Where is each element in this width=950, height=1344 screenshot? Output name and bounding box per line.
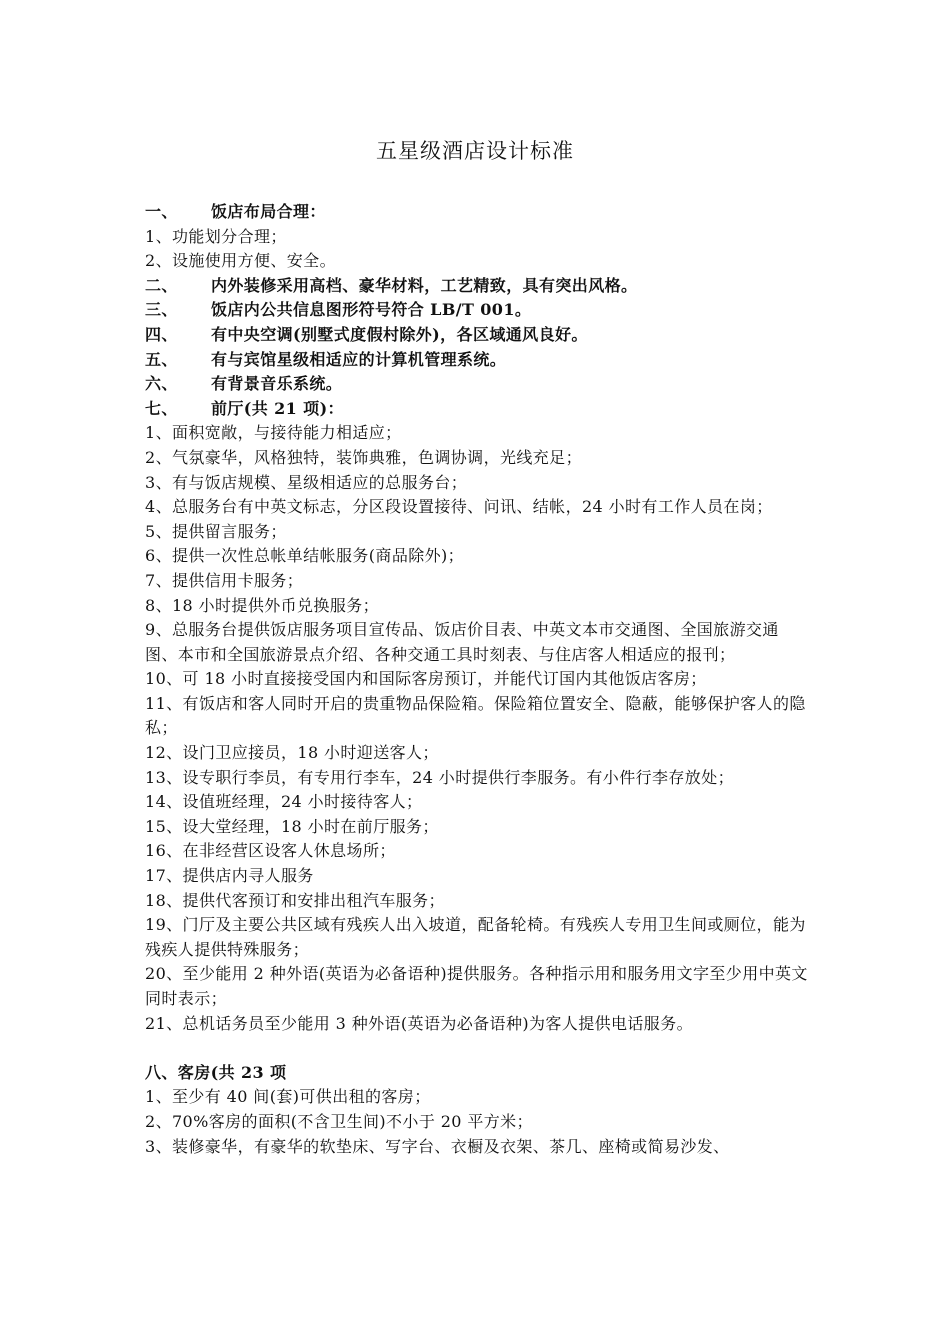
list-item: 17、提供店内寻人服务 [145, 866, 314, 886]
section-heading-2: 二、 内外装修采用高档、豪华材料，工艺精致，具有突出风格。 [145, 275, 638, 295]
list-item: 2、70%客房的面积(不含卫生间)不小于 20 平方米； [145, 1111, 533, 1131]
list-item: 11、有饭店和客人同时开启的贵重物品保险箱。保险箱位置安全、隐蔽，能够保护客人的隐私； [145, 693, 806, 738]
list-item: 2、设施使用方便、安全。 [145, 251, 336, 271]
list-item: 8、18 小时提供外币兑换服务； [145, 595, 380, 615]
list-item: 16、在非经营区设客人休息场所； [145, 841, 396, 861]
list-item: 20、至少能用 2 种外语(英语为必备语种)提供服务。各种指示用和服务用文字至少用中英文同时表示； [145, 964, 808, 1008]
list-item: 1、面积宽敞，与接待能力相适应； [145, 423, 402, 443]
document-title: 五星级酒店设计标准 [376, 139, 574, 163]
section-heading-5: 五、 有与宾馆星级相适应的计算机管理系统。 [145, 349, 507, 369]
list-item: 4、总服务台有中英文标志，分区段设置接待、问讯、结帐，24 小时有工作人员在岗； [145, 497, 773, 517]
list-item: 6、提供一次性总帐单结帐服务(商品除外)； [145, 546, 465, 566]
section-heading-8: 八、客房(共 23 项 [145, 1062, 287, 1082]
list-item: 9、总服务台提供饭店服务项目宣传品、饭店价目表、中英文本市交通图、全国旅游交通图、本市和全国旅游景点介绍、各种交通工具时刻表、与住店客人相适应的报刊； [145, 620, 779, 664]
list-item: 21、总机话务员至少能用 3 种外语(英语为必备语种)为客人提供电话服务。 [145, 1013, 693, 1033]
list-item: 1、至少有 40 间(套)可供出租的客房； [145, 1087, 431, 1107]
list-item: 19、门厅及主要公共区域有残疾人出入坡道，配备轮椅。有残疾人专用卫生间或厕位，能为残疾人提供特殊服务； [145, 915, 806, 959]
section-heading-3: 三、 饭店内公共信息图形符号符合 LB/T 001。 [145, 300, 532, 320]
section-heading-6: 六、 有背景音乐系统。 [145, 374, 343, 394]
list-item: 7、提供信用卡服务； [145, 570, 304, 590]
list-item: 14、设值班经理，24 小时接待客人； [145, 792, 423, 812]
document-body [145, 200, 810, 1159]
list-item: 10、可 18 小时直接接受国内和国际客房预订，并能代订国内其他饭店客房； [145, 669, 707, 689]
list-item: 12、设门卫应接员，18 小时迎送客人； [145, 743, 439, 763]
list-item: 13、设专职行李员，有专用行李车，24 小时提供行李服务。有小件行李存放处； [145, 767, 735, 787]
list-item: 5、提供留言服务； [145, 521, 287, 541]
list-item: 1、功能划分合理； [145, 226, 287, 246]
list-item: 3、装修豪华，有豪华的软垫床、写字台、衣橱及衣架、茶几、座椅或简易沙发、 [145, 1136, 730, 1156]
list-item: 3、有与饭店规模、星级相适应的总服务台； [145, 472, 468, 492]
section-heading-1: 一、 饭店布局合理： [145, 202, 326, 221]
list-item: 18、提供代客预订和安排出租汽车服务； [145, 890, 445, 910]
list-item: 15、设大堂经理，18 小时在前厅服务； [145, 816, 439, 836]
section-heading-7: 七、 前厅(共 21 项)： [145, 398, 344, 418]
list-item: 2、气氛豪华，风格独特，装饰典雅，色调协调，光线充足； [145, 447, 582, 467]
section-heading-4: 四、 有中央空调(别墅式度假村除外)，各区域通风良好。 [145, 324, 588, 344]
blank-line [145, 1036, 810, 1061]
